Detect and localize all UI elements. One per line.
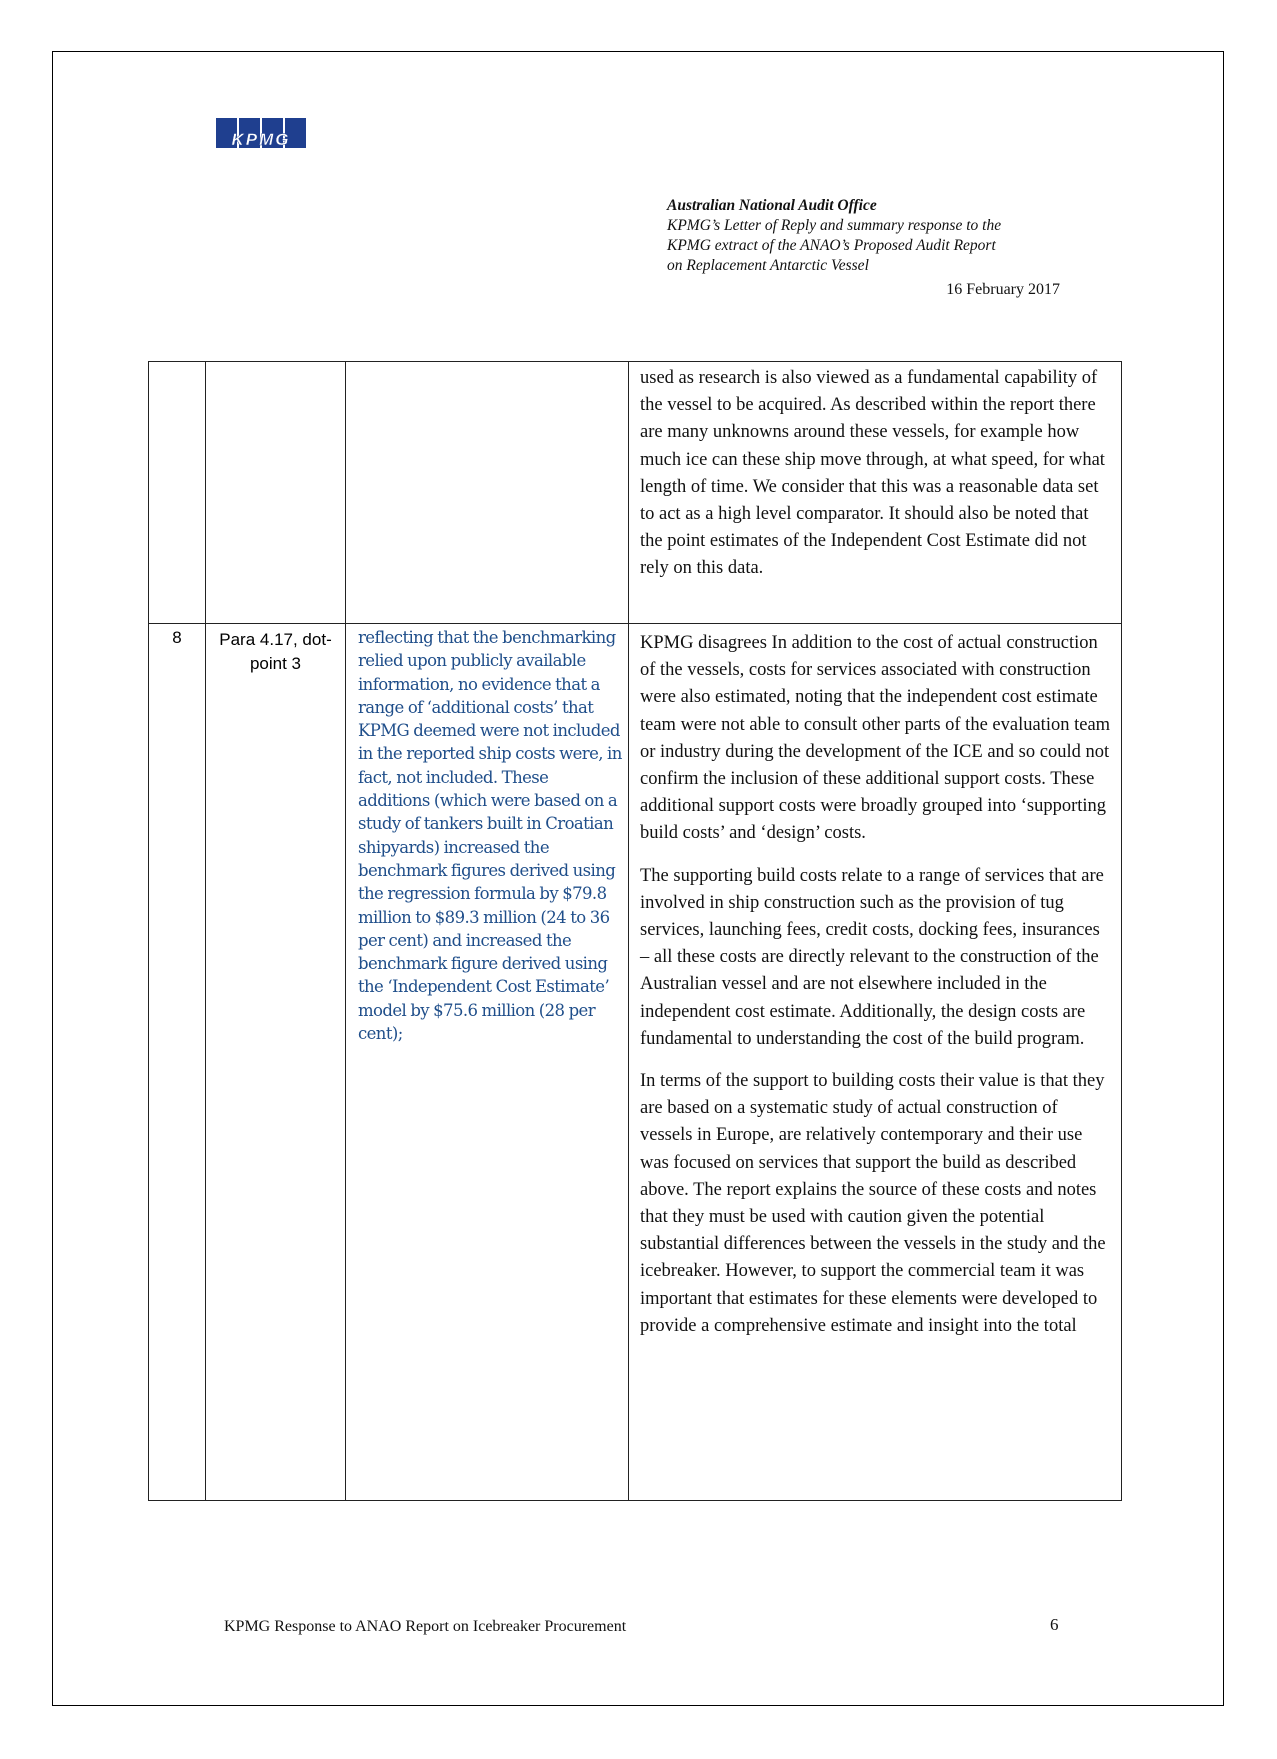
table-row (149, 624, 1122, 1501)
paragraph-ref-cell (206, 362, 346, 624)
header-organisation: Australian National Audit Office (667, 197, 877, 214)
item-number-cell (149, 362, 206, 624)
response-paragraph: used as research is also viewed as a fundamental capability of the vessel to be acquired. As described within the report there are many unknowns around these vessels, for example how much ice can these ship move through, at what speed, for what length of time. We consider that this was a reasonable data set to act as a high level comparator. It should also be noted that the point estimates of the Independent Cost Estimate did not rely on this data. (640, 368, 1105, 579)
page-number: 6 (1050, 1615, 1059, 1634)
report-extract-cell (346, 362, 629, 624)
kpmg-response-cell (629, 624, 1122, 1501)
header-date: 16 February 2017 (946, 281, 1060, 298)
header-title-line-3: on Replacement Antarctic Vessel (667, 257, 869, 274)
table-row (149, 362, 1122, 624)
response-paragraph: In terms of the support to building costs their value is that they are based on a systematic study of actual construction of vessels in Europe, are relatively contemporary and their use was focused on services that support the build as described above. The report explains the source of these costs and notes that they must be used with caution given the potential substantial differences between the vessels in the study and the icebreaker. However, to support the commercial team it was important that estimates for these elements were developed to provide a comprehensive estimate and insight into the total (640, 1071, 1106, 1336)
svg-text:KPMG: KPMG (231, 130, 291, 148)
document-header (667, 196, 1067, 276)
kpmg-logo (216, 118, 306, 148)
report-extract-cell: reflecting that the benchmarking relied upon publicly available information, no evidence that a range of ‘additional costs’ that KPMG deemed were not included in the reported ship costs were, in fact, not included. These additions (which were based on a study of tankers built in Croatian shipyards) increased the benchmark figures derived using the regression formula by $79.8 million to $89.3 million (24 to 36 per cent) and increased the benchmark figure derived using the ‘Independent Cost Estimate’ model by $75.6 million (28 per cent); (346, 624, 629, 1501)
response-paragraph: The supporting build costs relate to a range of services that are involved in ship construction such as the provision of tug services, launching fees, credit costs, docking fees, insurances – all these costs are directly relevant to the construction of the Australian vessel and are not elsewhere included in the independent cost estimate. Additionally, the design costs are fundamental to understanding the cost of the build program. (640, 865, 1104, 1049)
item-number-cell: 8 (149, 624, 206, 1501)
response-paragraph: KPMG disagrees In addition to the cost of actual construction of the vessels, costs for services associated with construction were also estimated, noting that the independent cost estimate team were not able to consult other parts of the evaluation team or industry during the development of the ICE and so could not confirm the inclusion of these additional support costs. These additional support costs were broadly grouped into ‘supporting build costs’ and ‘design’ costs. (640, 633, 1111, 844)
footer-title: KPMG Response to ANAO Report on Icebreaker Procurement (224, 1618, 627, 1635)
header-title-line-1: KPMG’s Letter of Reply and summary response to the (667, 217, 1002, 234)
header-title-line-2: KPMG extract of the ANAO’s Proposed Audit Report (667, 237, 996, 254)
kpmg-response-cell (629, 362, 1122, 624)
paragraph-ref-cell: Para 4.17, dot-point 3 (206, 624, 346, 1501)
response-table (148, 361, 1122, 1501)
